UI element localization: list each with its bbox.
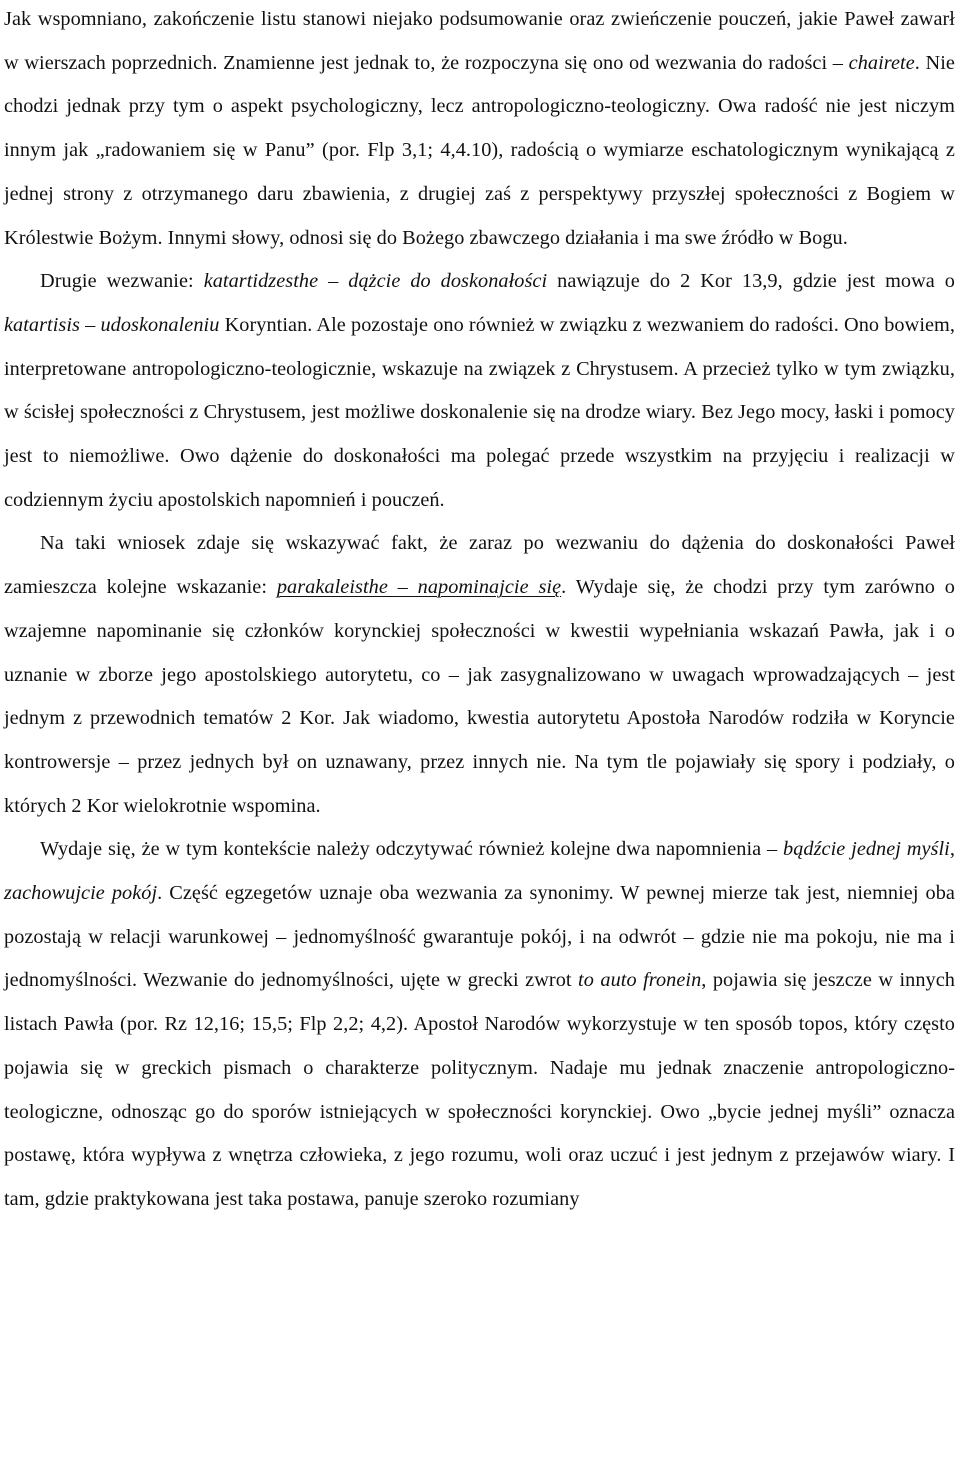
text-run: to auto fronein: [578, 969, 702, 992]
paragraph-1: [4, 0, 955, 260]
text-run: ,: [949, 838, 955, 861]
text-run: Wydaje się, że w tym kontekście należy odczytywać również kolejne dwa napomnienia –: [40, 838, 784, 861]
text-run: nawiązuje do 2 Kor 13,9, gdzie jest mowa o: [547, 270, 955, 293]
text-run: . Część egzegetów uznaje oba wezwania za synonimy. W pewnej mierze tak jest, niemniej oba pozostają w relacji warunkowej – jednomyślność gwarantuje pokój, i na odwrót – gdzie nie ma pokoju, nie ma i jednomyślności. Wezwanie do jednomyślności, ujęte w grecki zwrot: [4, 882, 955, 992]
text-run: , pojawia się jeszcze w innych listach Pawła (por. Rz 12,16; 15,5; Flp 2,2; 4,2). Apostoł Narodów wykorzystuje w ten sposób topos, który często pojawia się w greckich pismach o charakterze politycznym. Nadaje mu jednak znaczenie antropologiczno-teologiczne, odnosząc go do sporów istniejących w społeczności korynckiej. Owo „bycie jednej myśli” oznacza postawę, która wypływa z wnętrza człowieka, z jego rozumu, woli oraz uczuć i jest jednym z przejawów wiary. I tam, gdzie praktykowana jest taka postawa, panuje szeroko rozumiany: [4, 969, 955, 1210]
text-run: . Nie chodzi jednak przy tym o aspekt psychologiczny, lecz antropologiczno-teologiczny. Owa radość nie jest niczym innym jak „radowaniem się w Panu” (por. Flp 3,1; 4,4.10), radością o wymiarze eschatologicznym wynikającą z jednej strony z otrzymanego daru zbawienia, z drugiej zaś z perspektywy przyszłej społeczności z Bogiem w Królestwie Bożym. Innymi słowy, odnosi się do Bożego zbawczego działania i ma swe źródło w Bogu.: [4, 51, 955, 249]
paragraph-2: [4, 260, 955, 522]
text-run: zachowujcie pokój: [4, 882, 158, 905]
text-run: . Wydaje się, że chodzi przy tym zarówno o wzajemne napominanie się członków korynckiej społeczności w kwestii wypełniania wskazań Pawła, jak i o uznanie w zborze jego apostolskiego autorytetu, co – jak zasygnalizowano w uwagach wprowadzających – jest jednym z przewodnich tematów 2 Kor. Jak wiadomo, kwestia autorytetu Apostoła Narodów rodziła w Koryncie kontrowersje – przez jednych był on uznawany, przez innych nie. Na tym tle pojawiały się spory i podziały, o których 2 Kor wielokrotnie wspomina.: [4, 576, 955, 817]
text-run: Koryntian. Ale pozostaje ono również w związku z wezwaniem do radości. Ono bowiem, interpretowane antropologiczno-teologicznie, wskazuje na związek z Chrystusem. A przecież tylko w tym związku, w ścisłej społeczności z Chrystusem, jest możliwe doskonalenie się na drodze wiary. Bez Jego mocy, łaski i pomocy jest to niemożliwe. Owo dążenie do doskonałości ma polegać przede wszystkim na przyjęciu i realizacji w codziennym życiu apostolskich napomnień i pouczeń.: [4, 313, 956, 511]
text-run: Na taki wniosek zdaje się wskazywać fakt, że zaraz po wezwaniu do dążenia do doskonałości Paweł zamieszcza kolejne wskazanie:: [4, 532, 955, 599]
text-run: Drugie wezwanie:: [40, 270, 204, 293]
text-run: katartisis – udoskonaleniu: [4, 313, 220, 336]
paragraph-3: [4, 522, 955, 828]
text-run: chairete: [848, 51, 915, 74]
text-run: katartidzesthe – dążcie do doskonałości: [203, 270, 548, 293]
document-page: [4, 0, 955, 1222]
paragraph-4: [4, 828, 955, 1221]
text-run: bądźcie jednej myśli: [783, 838, 950, 861]
text-run: Jak wspomniano, zakończenie listu stanowi niejako podsumowanie oraz zwieńczenie pouczeń, jakie Paweł zawarł w wierszach poprzednich. Znamienne jest jednak to, że rozpoczyna się ono od wezwania do radości –: [4, 8, 955, 74]
text-run: parakaleisthe – napominajcie się: [276, 576, 562, 599]
